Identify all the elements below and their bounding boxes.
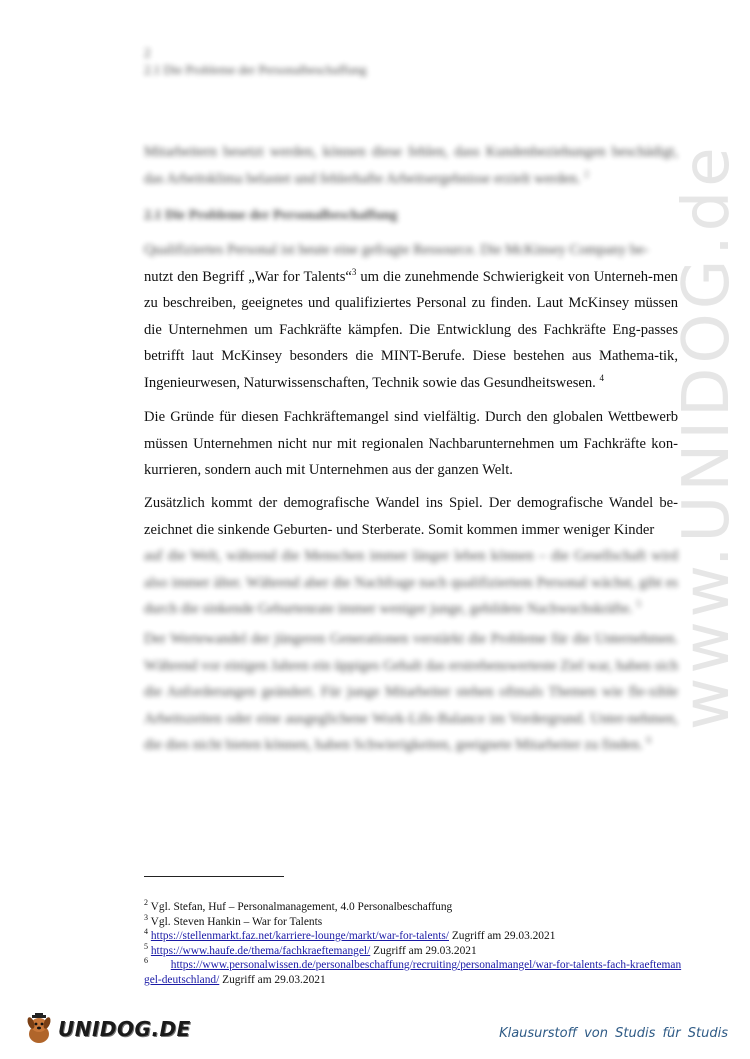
dog-mascot-icon	[22, 1012, 56, 1046]
watermark: www.UNIDOG.de	[670, 143, 744, 730]
footnote-5	[144, 941, 684, 959]
footnote-mark: 5	[144, 941, 148, 951]
footnote-text: Vgl. Steven Hankin – War for Talents	[150, 915, 323, 928]
paragraph-war-for-talents-blurred-start: Qualifiziertes Personal ist heute eine gefragte Ressource. Die McKinsey Company be-	[144, 242, 649, 258]
footnote-4	[144, 929, 684, 944]
paragraph-value-change-text: Der Wertewandel der jüngeren Generationen verstärkt die Probleme für die Unternehmen. Während vor einigen Jahren ein üppiges Gehalt das erstrebenswerteste Ziel war, haben sich die Anforderungen geändert. Für junge Mitarbeiter stehen oftmals Themen wie fle-xible Arbeitszeiten oder eine ausgeglichene Work-Life-Balance im Vordergrund. Unter-nehmen, die dies nicht bieten können, haben Schwierigkeiten, geeignete Mitarbeiter zu finden.	[144, 631, 678, 753]
running-title: 2.1 Die Probleme der Personalbeschaffung	[144, 62, 367, 77]
footnote-3	[144, 912, 684, 930]
footnote-mark: 4	[144, 927, 148, 937]
footnotes	[144, 900, 684, 987]
footnote-link-haufe[interactable]: https://www.haufe.de/thema/fachkraeftemangel/	[150, 944, 371, 957]
paragraph-intro-text: Mitarbeitern besetzt werden, können diese fehlen, dass Kundenbeziehungen beschädigt, das Arbeitsklima belastet und fehlerhafte Arbeitsergebnisse erzielt werden.	[144, 144, 678, 187]
footnote-ref-4: 4	[599, 372, 604, 383]
footnote-text: Vgl. Stefan, Huf – Personalmanagement, 4.0 Personalbeschaffung	[150, 901, 453, 913]
footnote-text: Zugriff am 29.03.2021	[370, 944, 477, 957]
paragraph-war-for-talents-text-b: um die zunehmende Schwierigkeit von Unterneh-men zu beschreiben, geeignetes und qualifiziertes Personal zu finden. Laut McKinsey müssen die Unternehmen um Fachkräfte kämpfen. Die Entwicklung des Fachkräfte Eng-passes betrifft laut McKinsey besonders die MINT-Berufe. Diese bestehen aus Mathema-tik, Ingenieurwesen, Naturwissenschaften, Technik sowie das Gesundheitswesen.	[144, 268, 678, 391]
footnote-link-faz[interactable]: https://stellenmarkt.faz.net/karriere-lounge/markt/war-for-talents/	[150, 930, 449, 942]
unidog-logo	[22, 1012, 191, 1046]
section-heading: 2.1 Die Probleme der Personalbeschaffung	[144, 208, 398, 223]
footnote-6	[144, 958, 684, 987]
paragraph-reasons	[144, 404, 678, 484]
paragraph-demographic	[144, 490, 678, 623]
logo-text: UNIDOG.DE	[58, 1017, 191, 1041]
paragraph-demographic-clear: Zusätzlich kommt der demografische Wandel ins Spiel. Der demografische Wandel be-zeichnet die sinkende Geburten- und Sterberate. Somit kommen immer weniger Kinder	[144, 495, 678, 538]
slogan: Klausurstoff von Studis für Studis	[499, 1026, 728, 1041]
paragraph-demographic-blurred: auf die Welt, während die Menschen immer länger leben können – die Gesellschaft wird also immer älter. Während aber die Nachfrage nach qualifiziertem Personal wächst, gibt es durch die sinkende Geburtenrate immer weniger junge, gebildete Nachwuchskräfte.	[144, 548, 678, 617]
footnote-mark: 3	[144, 912, 148, 922]
footnote-text: Zugriff am 29.03.2021	[219, 973, 326, 986]
footnote-separator	[144, 876, 284, 877]
footnote-ref-2: 2	[584, 168, 589, 179]
paragraph-war-for-talents-text-a: nutzt den Begriff „War for Talents“	[144, 268, 352, 285]
footnote-ref-3: 3	[351, 266, 357, 277]
footnote-ref-5: 5	[636, 599, 641, 610]
footnote-ref-6: 6	[646, 735, 652, 746]
footnote-mark: 2	[144, 898, 148, 908]
paragraph-war-for-talents	[144, 237, 678, 396]
page-number: 2	[144, 45, 151, 60]
footnote-mark: 6	[144, 956, 148, 966]
paragraph-reasons-text: Die Gründe für diesen Fachkräftemangel sind vielfältig. Durch den globalen Wettbewerb müssen Unternehmen nicht nur mit regionalen Nachbarunternehmen um Fachkräfte kon-kurrieren, sondern auch mit Unternehmen aus der ganzen Welt.	[144, 409, 678, 478]
footnote-2	[144, 900, 684, 915]
paragraph-value-change	[144, 626, 678, 759]
footnote-link-personalwissen[interactable]: https://www.personalwissen.de/personalbeschaffung/recruiting/personalmangel/war-for-talents-fach-kraeftemangel-deutschland/	[144, 959, 682, 986]
footnote-text: Zugriff am 29.03.2021	[448, 930, 556, 942]
page-header	[144, 44, 367, 78]
paragraph-intro	[144, 139, 678, 192]
